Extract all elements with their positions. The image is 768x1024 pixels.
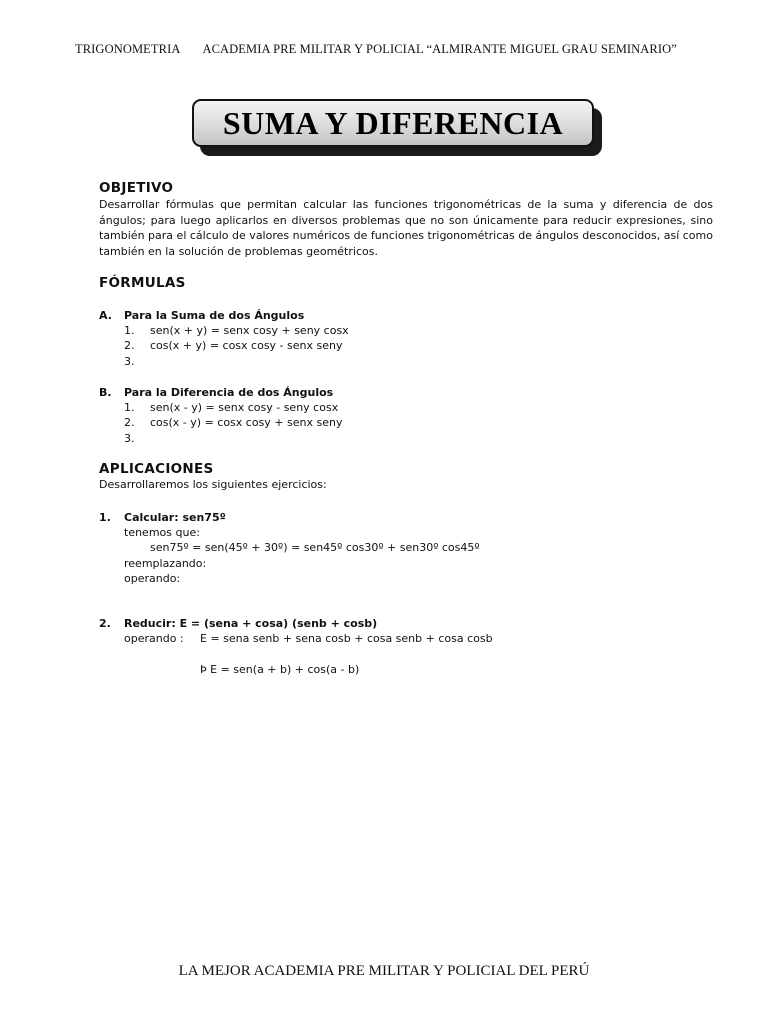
formulas-heading: FÓRMULAS — [99, 275, 186, 291]
item-number: 3. — [124, 431, 135, 445]
exercise-line — [99, 525, 713, 540]
aplicaciones-heading: APLICACIONES — [99, 461, 214, 477]
exercise-step: operando: — [124, 571, 181, 585]
title-banner — [192, 99, 594, 147]
title-box — [192, 99, 594, 147]
formula-item — [99, 323, 713, 338]
exercise-line — [99, 662, 713, 677]
group-title: Para la Suma de dos Ángulos — [124, 309, 305, 322]
item-number: 1. — [124, 401, 135, 415]
formula-item — [99, 415, 713, 430]
exercise-number: 1. — [99, 511, 111, 524]
formula-item — [99, 354, 713, 369]
exercise-number: 2. — [99, 617, 111, 630]
objetivo-section — [99, 180, 713, 259]
formula-group-b — [99, 385, 713, 446]
item-expression: cos(x - y) = cosx cosy + senx seny — [150, 416, 343, 430]
item-number: 2. — [124, 416, 135, 430]
exercise-title-row — [99, 616, 713, 631]
exercise-step-label: operando : — [124, 632, 184, 646]
exercise-step: reemplazando: — [124, 556, 207, 570]
aplicaciones-intro: Desarrollaremos los siguientes ejercicios: — [99, 478, 327, 491]
exercise-line — [99, 540, 713, 555]
item-expression: cos(x + y) = cosx cosy - senx seny — [150, 339, 343, 353]
exercise-step: E = sena senb + sena cosb + cosa senb + cosa cosb — [200, 632, 493, 646]
exercise-step: sen75º = sen(45º + 30º) = sen45º cos30º + sen30º cos45º — [150, 541, 480, 555]
group-letter: B. — [99, 386, 112, 399]
item-number: 2. — [124, 339, 135, 353]
group-letter: A. — [99, 309, 112, 322]
formulas-section — [99, 275, 713, 291]
exercise-title: Calcular: sen75º — [124, 511, 226, 524]
header-academy: ACADEMIA PRE MILITAR Y POLICIAL “ALMIRANTE MIGUEL GRAU SEMINARIO” — [202, 42, 677, 56]
formula-group-b-title — [99, 385, 713, 400]
exercise-1 — [99, 510, 713, 586]
page-header — [75, 42, 728, 57]
item-expression: sen(x - y) = senx cosy - seny cosx — [150, 401, 339, 415]
formula-item — [99, 400, 713, 415]
formula-group-a-title — [99, 308, 713, 323]
page-title: SUMA Y DIFERENCIA — [222, 104, 564, 141]
objetivo-heading: OBJETIVO — [99, 180, 174, 196]
formula-group-a — [99, 308, 713, 369]
group-title: Para la Diferencia de dos Ángulos — [124, 386, 334, 399]
item-number: 1. — [124, 324, 135, 338]
item-number: 3. — [124, 354, 135, 368]
formula-item — [99, 338, 713, 353]
exercise-title: Reducir: E = (sena + cosa) (senb + cosb) — [124, 617, 378, 630]
item-expression: sen(x + y) = senx cosy + seny cosx — [150, 324, 349, 338]
formula-item — [99, 431, 713, 446]
exercise-result: Þ E = sen(a + b) + cos(a - b) — [200, 662, 360, 676]
exercise-line — [99, 631, 713, 646]
exercise-step: tenemos que: — [124, 526, 200, 540]
exercise-2 — [99, 616, 713, 677]
exercise-title-row — [99, 510, 713, 525]
objetivo-text: Desarrollar fórmulas que permitan calcular las funciones trigonométricas de la suma y diferencia de dos ángulos; para luego aplicarlos en diversos problemas que no son únicamente para reducir expresiones, sino también para el cálculo de valores numéricos de funciones trigonométricas de ángulos desconocidos, así como también en la solución de problemas geométricos. — [99, 198, 713, 258]
exercise-spacer — [99, 646, 713, 661]
header-subject: TRIGONOMETRIA — [75, 42, 181, 56]
exercise-line — [99, 556, 713, 571]
aplicaciones-section — [99, 461, 713, 492]
exercise-line — [99, 571, 713, 586]
page-footer: LA MEJOR ACADEMIA PRE MILITAR Y POLICIAL DEL PERÚ — [178, 963, 590, 979]
